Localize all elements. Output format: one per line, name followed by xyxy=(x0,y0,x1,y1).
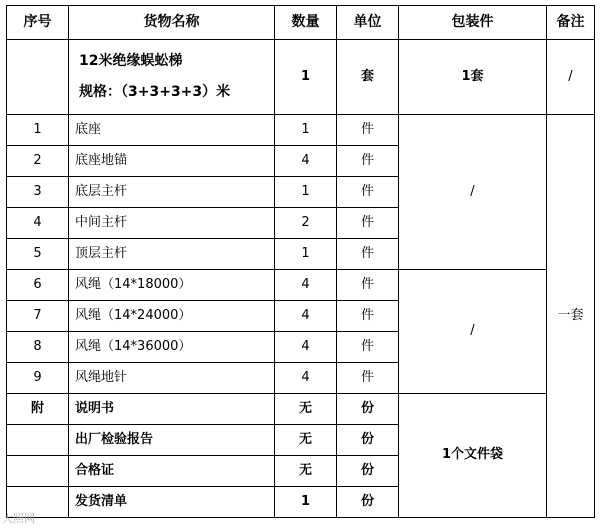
row-index: 9 xyxy=(7,363,69,394)
product-spec: 规格：（3+3+3+3）米 xyxy=(79,84,231,100)
row-index: 3 xyxy=(7,177,69,208)
row-name: 风绳（14*36000） xyxy=(69,332,275,363)
row-unit: 件 xyxy=(337,177,399,208)
row-qty: 4 xyxy=(275,146,337,177)
title-index-cell xyxy=(7,40,69,115)
row-unit: 份 xyxy=(337,425,399,456)
row-name: 风绳（14*24000） xyxy=(69,301,275,332)
row-unit: 件 xyxy=(337,208,399,239)
row-qty: 4 xyxy=(275,301,337,332)
row-index: 附 xyxy=(7,394,69,425)
row-unit: 件 xyxy=(337,332,399,363)
row-unit: 件 xyxy=(337,363,399,394)
row-unit: 份 xyxy=(337,394,399,425)
watermark-text: 大照网 xyxy=(2,512,35,525)
row-unit: 件 xyxy=(337,146,399,177)
table-row xyxy=(7,115,595,146)
row-name: 出厂检验报告 xyxy=(69,425,275,456)
packing-group-1: / xyxy=(399,115,547,270)
row-name: 中间主杆 xyxy=(69,208,275,239)
row-qty: 4 xyxy=(275,363,337,394)
row-name: 发货清单 xyxy=(69,487,275,518)
row-qty: 无 xyxy=(275,394,337,425)
row-name: 风绳（14*18000） xyxy=(69,270,275,301)
row-unit: 份 xyxy=(337,487,399,518)
row-name: 合格证 xyxy=(69,456,275,487)
row-name: 顶层主杆 xyxy=(69,239,275,270)
header-remark: 备注 xyxy=(547,6,595,40)
row-index: 5 xyxy=(7,239,69,270)
row-qty: 无 xyxy=(275,425,337,456)
row-index: 2 xyxy=(7,146,69,177)
row-qty: 1 xyxy=(275,239,337,270)
remark-group: 一套 xyxy=(547,115,595,518)
row-name: 底座 xyxy=(69,115,275,146)
row-unit: 件 xyxy=(337,239,399,270)
product-unit: 套 xyxy=(337,40,399,115)
row-qty: 2 xyxy=(275,208,337,239)
row-index xyxy=(7,456,69,487)
row-index: 7 xyxy=(7,301,69,332)
row-qty: 1 xyxy=(275,177,337,208)
product-name-cell xyxy=(69,40,275,115)
product-packing: 1套 xyxy=(399,40,547,115)
product-name: 12米绝缘蜈蚣梯 xyxy=(79,52,183,69)
product-title-row xyxy=(7,40,595,115)
row-qty: 4 xyxy=(275,270,337,301)
goods-list-table xyxy=(6,5,595,518)
row-unit: 件 xyxy=(337,115,399,146)
row-index: 8 xyxy=(7,332,69,363)
row-index: 6 xyxy=(7,270,69,301)
row-index: 1 xyxy=(7,115,69,146)
header-name: 货物名称 xyxy=(69,6,275,40)
row-unit: 份 xyxy=(337,456,399,487)
packing-group-2: / xyxy=(399,270,547,394)
row-qty: 1 xyxy=(275,115,337,146)
header-index: 序号 xyxy=(7,6,69,40)
table-row xyxy=(7,394,595,425)
watermark xyxy=(2,510,35,526)
header-packing: 包装件 xyxy=(399,6,547,40)
row-qty: 4 xyxy=(275,332,337,363)
row-unit: 件 xyxy=(337,301,399,332)
row-unit: 件 xyxy=(337,270,399,301)
product-remark: / xyxy=(547,40,595,115)
row-index xyxy=(7,425,69,456)
product-qty: 1 xyxy=(275,40,337,115)
header-unit: 单位 xyxy=(337,6,399,40)
row-name: 说明书 xyxy=(69,394,275,425)
header-qty: 数量 xyxy=(275,6,337,40)
row-index: 4 xyxy=(7,208,69,239)
row-name: 风绳地针 xyxy=(69,363,275,394)
row-qty: 1 xyxy=(275,487,337,518)
row-name: 底层主杆 xyxy=(69,177,275,208)
packing-group-3: 1个文件袋 xyxy=(399,394,547,518)
row-name: 底座地锚 xyxy=(69,146,275,177)
table-row xyxy=(7,270,595,301)
row-qty: 无 xyxy=(275,456,337,487)
table-header-row xyxy=(7,6,595,40)
